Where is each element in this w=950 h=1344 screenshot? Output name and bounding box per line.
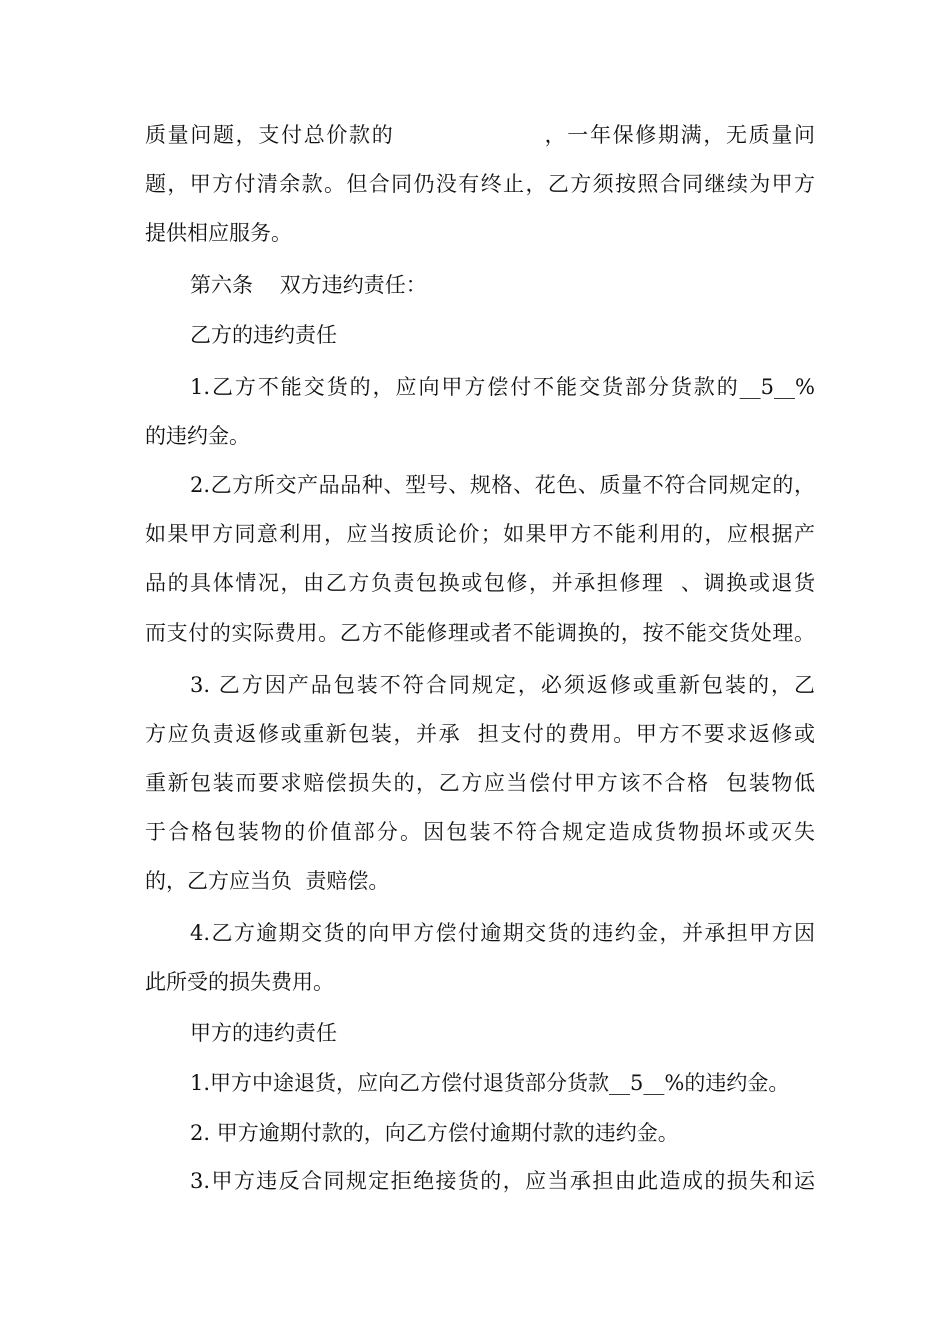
paragraph-line: 重新包装而要求赔偿损失的，乙方应当偿付甲方该不合格 包装物低: [145, 771, 815, 795]
paragraph-line: 如果甲方同意利用，应当按质论价；如果甲方不能利用的，应根据产: [145, 522, 815, 546]
paragraph-line: 而支付的实际费用。乙方不能修理或者不能调换的，按不能交货处理。: [145, 621, 815, 645]
paragraph-line: 2.乙方所交产品品种、型号、规格、花色、质量不符合同规定的，: [190, 473, 815, 497]
paragraph-line: 的违约金。: [145, 424, 250, 448]
paragraph-line: 1.乙方不能交货的，应向甲方偿付不能交货部分货款的__5__%: [190, 375, 815, 399]
paragraph-line: 质量问题，支付总价款的 ，一年保修期满，无质量问: [145, 123, 815, 147]
paragraph-line: 3.甲方违反合同规定拒绝接货的，应当承担由此造成的损失和运: [190, 1169, 815, 1193]
paragraph-line: 方应负责返修或重新包装，并承 担支付的费用。甲方不要求返修或: [145, 722, 815, 746]
paragraph-line: 此所受的损失费用。: [145, 970, 334, 994]
article-heading: 第六条 双方违约责任：: [190, 273, 427, 297]
paragraph-line: 品的具体情况，由乙方负责包换或包修，并承担修理 、调换或退货: [145, 571, 815, 595]
paragraph-line: 4.乙方逾期交货的向甲方偿付逾期交货的违约金，并承担甲方因: [190, 921, 815, 945]
section-heading: 甲方的违约责任: [190, 1021, 337, 1045]
paragraph-line: 题，甲方付清余款。但合同仍没有终止，乙方须按照合同继续为甲方: [145, 172, 815, 196]
paragraph-line: 的，乙方应当负 责赔偿。: [145, 869, 390, 893]
paragraph-line: 1.甲方中途退货，应向乙方偿付退货部分货款__5__%的违约金。: [190, 1071, 790, 1095]
section-heading: 乙方的违约责任: [190, 323, 337, 347]
paragraph-line: 提供相应服务。: [145, 221, 292, 245]
paragraph-line: 3. 乙方因产品包装不符合同规定，必须返修或重新包装的，乙: [190, 673, 815, 697]
paragraph-line: 于合格包装物的价值部分。因包装不符合规定造成货物损坏或灭失: [145, 820, 815, 844]
paragraph-line: 2. 甲方逾期付款的，向乙方偿付逾期付款的违约金。: [190, 1121, 679, 1145]
